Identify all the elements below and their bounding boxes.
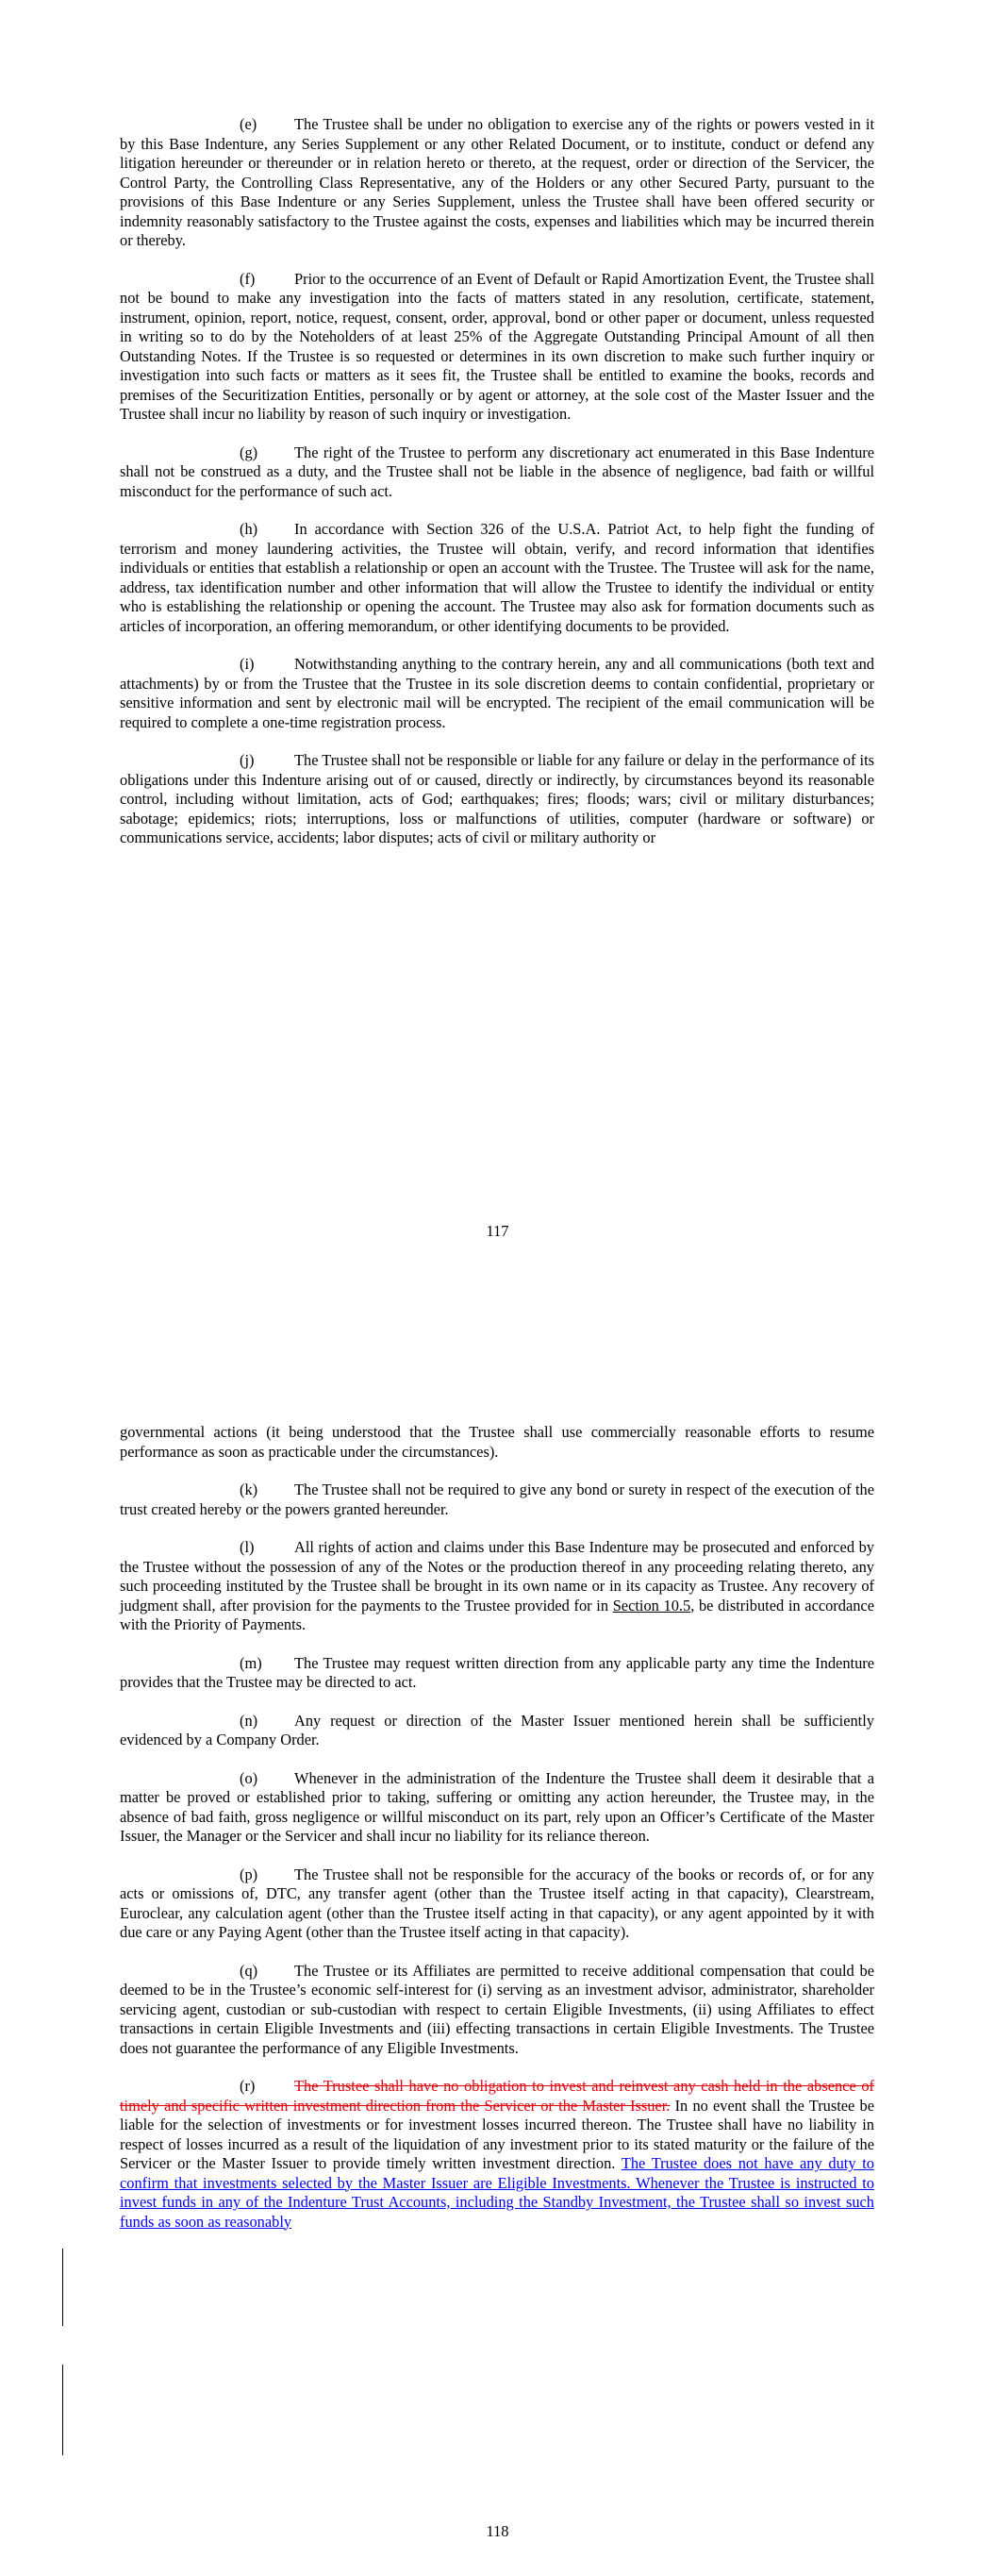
clause-h — [120, 520, 874, 636]
page-number: 118 — [486, 2522, 509, 2540]
revision-change-bar — [62, 2365, 63, 2455]
clause-text: In accordance with Section 326 of the U.S.A. Patriot Act, to help fight the funding of terrorism and money laundering activities, the Trustee will obtain, verify, and record information that identifies individuals or entities that establish a relationship or open an account with the Trustee. The Trustee will ask for the name, address, tax identification number and other information that will allow the Trustee to identify the individual or entity who is establishing the relationship or opening the account. The Trustee may also ask for formation documents such as articles of incorporation, an offering memorandum, or other identifying documents to be provided. — [120, 520, 874, 635]
clause-r — [120, 2077, 874, 2232]
clause-label: (h) — [240, 520, 258, 538]
clause-label: (n) — [240, 1711, 258, 1730]
clause-label: (p) — [240, 1865, 258, 1883]
clause-label: (r) — [240, 2077, 256, 2095]
clause-label: (l) — [240, 1538, 255, 1556]
clause-l — [120, 1538, 874, 1635]
clause-o — [120, 1769, 874, 1847]
clause-text: The Trustee may request written direction from any applicable party any time the Indenture provides that the Trustee may be directed to act. — [120, 1653, 874, 1691]
page-117-body — [120, 115, 874, 867]
clause-label: (g) — [240, 443, 258, 461]
clause-text: The Trustee shall not be responsible for the accuracy of the books or records of, or for any acts or omissions of, DTC, any transfer agent (other than the Trustee itself acting in that capacity), Clearstream, Euroclear, any calculation agent (other than the Trustee itself acting in that capacity), or any agent appointed by it with due care or any Paying Agent (other than the Trustee itself acting in that capacity). — [120, 1865, 874, 1941]
clause-k — [120, 1480, 874, 1519]
clause-j-continuation: governmental actions (it being understood that the Trustee shall use commercially reasonable efforts to resume performance as soon as practicable under the circumstances). — [120, 1423, 874, 1461]
clause-text-end: , be distributed in accordance with the Priority of Payments. — [120, 1596, 874, 1633]
inserted-text: The Trustee does not have any duty to confirm that investments selected by the Master Issuer are Eligible Investments. Whenever the Trustee is instructed to invest funds in any of the Indenture Trust Accounts, including the Standby Investment, the Trustee shall so invest such funds as soon as reasonably — [120, 2154, 874, 2231]
clause-label: (f) — [240, 269, 256, 288]
revision-change-bar — [62, 2249, 63, 2326]
clause-text: In no event shall the Trustee be liable for the selection of investments or for investment losses incurred thereon. The Trustee shall have no liability in respect of losses incurred as a result of the liquidation of any investment prior to its stated maturity or the failure of the Servicer or the Master Issuer to provide timely written investment direction. — [120, 2096, 874, 2172]
clause-e — [120, 115, 874, 251]
clause-label: (o) — [240, 1768, 258, 1787]
clause-q — [120, 1962, 874, 2059]
clause-j — [120, 751, 874, 848]
clause-text: Notwithstanding anything to the contrary herein, any and all communications (both text and attachments) by or from the Trustee that the Trustee in its sole discretion deems to contain confidential, proprietary or sensitive information and sent by electronic mail will be encrypted. The recipient of the email communication will be required to complete a one-time registration process. — [120, 655, 874, 731]
clause-p — [120, 1865, 874, 1943]
page-number: 117 — [486, 1222, 509, 1240]
section-reference-link: Section 10.5 — [612, 1596, 691, 1614]
clause-n — [120, 1712, 874, 1750]
page-118-body — [120, 1423, 874, 2250]
clause-i — [120, 655, 874, 732]
clause-text: All rights of action and claims under this Base Indenture may be prosecuted and enforced by the Trustee without the possession of any of the Notes or the production thereof in any proceeding relating thereto, any such proceeding instituted by the Trustee shall be brought in its own name or in its capacity as Trustee. Any recovery of judgment shall, after provision for the payments to the Trustee provided for in — [120, 1538, 874, 1614]
clause-text: The Trustee shall not be required to give any bond or surety in respect of the execution of the trust created hereby or the powers granted hereunder. — [120, 1480, 874, 1518]
clause-text: The Trustee shall be under no obligation to exercise any of the rights or powers vested in it by this Base Indenture, any Series Supplement or any other Related Document, or to institute, conduct or defend any litigation hereunder or thereunder or in relation hereto or thereto, at the request, order or direction of the Servicer, the Control Party, the Controlling Class Representative, any of the Holders or any other Secured Party, pursuant to the provisions of this Base Indenture or any Series Supplement, unless the Trustee shall have been offered security or indemnity reasonably satisfactory to the Trustee against the costs, expenses and liabilities which may be incurred therein or thereby. — [120, 115, 874, 249]
clause-label: (k) — [240, 1480, 258, 1498]
clause-text: The Trustee shall not be responsible or liable for any failure or delay in the performance of its obligations under this Indenture arising out of or caused, directly or indirectly, by circumstances beyond its reasonable control, including without limitation, acts of God; earthquakes; fires; floods; wars; civil or military disturbances; sabotage; epidemics; riots; interruptions, loss or malfunctions of utilities, computer (hardware or software) or communications service, accidents; labor disputes; acts of civil or military authority or — [120, 751, 874, 846]
clause-g — [120, 443, 874, 502]
clause-f — [120, 270, 874, 425]
clause-label: (e) — [240, 115, 257, 133]
clause-label: (q) — [240, 1961, 258, 1980]
clause-text: Any request or direction of the Master Issuer mentioned herein shall be sufficiently evidenced by a Company Order. — [120, 1711, 874, 1748]
clause-text: The right of the Trustee to perform any discretionary act enumerated in this Base Indenture shall not be construed as a duty, and the Trustee shall not be liable in the absence of negligence, bad faith or willful misconduct for the performance of such act. — [120, 443, 874, 500]
clause-m — [120, 1654, 874, 1693]
clause-label: (i) — [240, 655, 255, 673]
clause-text: Prior to the occurrence of an Event of Default or Rapid Amortization Event, the Trustee shall not be bound to make any investigation into the facts of matters stated in any resolution, certificate, statement, instrument, opinion, report, notice, request, consent, order, approval, bond or other paper or document, unless requested in writing so to do by the Noteholders of at least 25% of the Aggregate Outstanding Principal Amount of all then Outstanding Notes. If the Trustee is so requested or determines in its own discretion to make such further inquiry or investigation into such facts or matters as it sees fit, the Trustee shall be entitled to examine the books, records and premises of the Securitization Entities, personally or by agent or attorney, at the sole cost of the Master Issuer and the Trustee shall incur no liability by reason of such inquiry or investigation. — [120, 269, 874, 423]
clause-text: The Trustee or its Affiliates are permitted to receive additional compensation that could be deemed to be in the Trustee’s economic self-interest for (i) serving as an investment advisor, administrator, shareholder servicing agent, custodian or sub-custodian with respect to certain Eligible Investments, (ii) using Affiliates to effect transactions in certain Eligible Investments and (iii) effecting transactions in certain Eligible Investments. The Trustee does not guarantee the performance of any Eligible Investments. — [120, 1961, 874, 2057]
clause-text: Whenever in the administration of the Indenture the Trustee shall deem it desirable that a matter be proved or established prior to taking, suffering or omitting any action hereunder, the Trustee may, in the absence of bad faith, gross negligence or willful misconduct on its part, rely upon an Officer’s Certificate of the Master Issuer, the Manager or the Servicer and shall incur no liability for its reliance thereon. — [120, 1768, 874, 1845]
clause-label: (m) — [240, 1653, 262, 1672]
clause-label: (j) — [240, 751, 255, 769]
deleted-text: The Trustee shall have no obligation to invest and reinvest any cash held in the absence of timely and specific written investment direction from the Servicer or the Master Issuer. — [120, 2077, 874, 2115]
